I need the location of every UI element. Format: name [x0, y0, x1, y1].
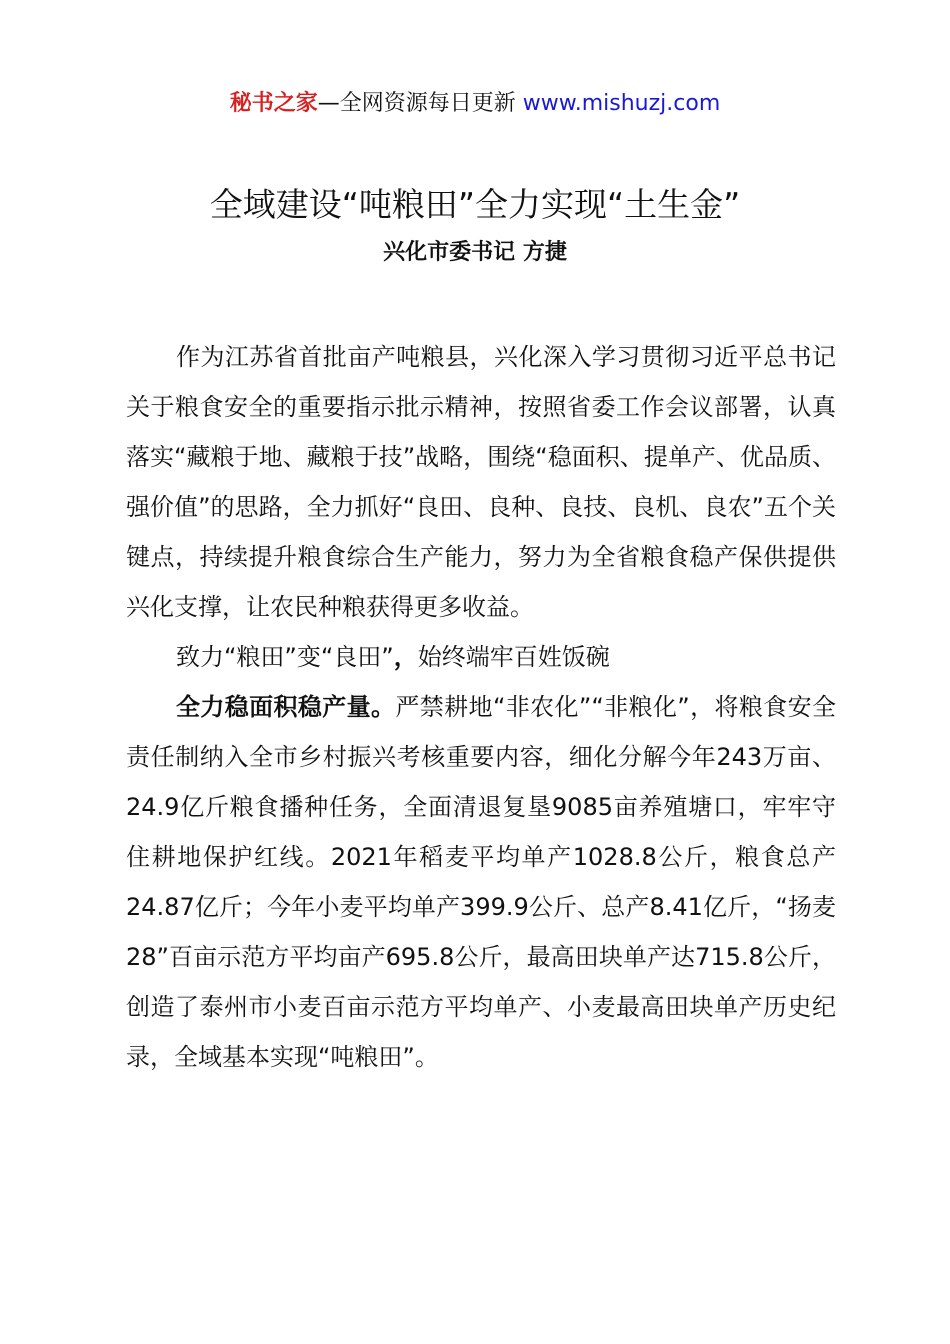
site-header	[0, 88, 950, 120]
section-heading	[126, 632, 836, 682]
intro-paragraph: 作为江苏省首批亩产吨粮县，兴化深入学习贯彻习近平总书记关于粮食安全的重要指示批示精神，按照省委工作会议部署，认真落实“藏粮于地、藏粮于技”战略，围绕“稳面积、提单产、优品质、强价值”的思路，全力抓好“良田、良种、良技、良机、良农”五个关键点，持续提升粮食综合生产能力，努力为全省粮食稳产保供提供兴化支撑，让农民种粮获得更多收益。	[126, 343, 836, 621]
paragraph-text: 严禁耕地“非农化”“非粮化”，将粮食安全责任制纳入全市乡村振兴考核重要内容，细化分解今年243万亩、24.9亿斤粮食播种任务，全面清退复垦9085亩养殖塘口，牢牢守住耕地保护红线。2021年稻麦平均单产1028.8公斤，粮食总产24.87亿斤；今年小麦平均单产399.9公斤、总产8.41亿斤，“扬麦28”百亩示范方平均亩产695.8公斤，最高田块单产达715.8公斤，创造了泰州市小麦百亩示范方平均单产、小麦最高田块单产历史纪录，全域基本实现“吨粮田”。	[126, 693, 836, 1071]
section-heading-part2: 始终端牢百姓饭碗	[417, 643, 610, 671]
article-title: 全域建设“吨粮田”全力实现“土生金”	[209, 185, 741, 224]
site-tagline: —全网资源每日更新	[317, 91, 516, 116]
section-heading-comma: ，	[393, 643, 418, 671]
article-byline: 兴化市委书记 方捷	[383, 240, 567, 265]
paragraph-lead: 全力稳面积稳产量。	[176, 693, 396, 721]
site-url[interactable]: www.mishuzj.com	[522, 91, 721, 116]
section-heading-part1: 致力“粮田”变“良田”	[176, 643, 394, 671]
article-body	[126, 332, 836, 1082]
body-paragraph	[126, 682, 836, 1082]
brand-name: 秘书之家	[229, 91, 318, 116]
